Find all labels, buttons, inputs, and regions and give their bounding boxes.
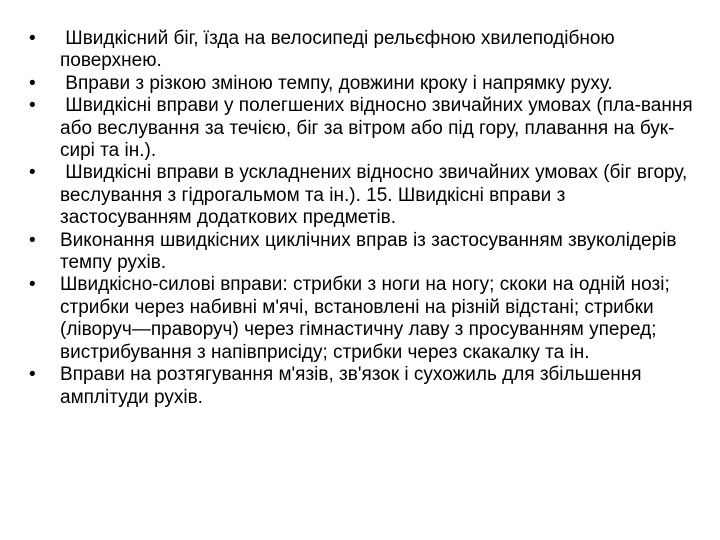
list-item bbox=[27, 230, 699, 275]
bullet-icon: • bbox=[29, 95, 36, 117]
list-item bbox=[27, 73, 699, 95]
list-item bbox=[27, 364, 699, 409]
list-item-text: Вправи на розтягування м'язів, зв'язок і сухожиль для збільшення амплітуди рухів. bbox=[60, 364, 647, 408]
bullet-icon: • bbox=[29, 162, 36, 184]
list-item-text: Вправи з різкою зміною темпу, довжини кроку і напрямку руху. bbox=[60, 72, 613, 94]
list-item-text: Виконання швидкісних циклічних вправ із застосуванням звуколідерів темпу рухів. bbox=[60, 229, 682, 274]
bullet-icon: • bbox=[29, 364, 36, 386]
list-item bbox=[27, 28, 699, 73]
bullet-list bbox=[27, 28, 699, 409]
list-item bbox=[27, 162, 699, 229]
bullet-icon: • bbox=[29, 274, 36, 296]
bullet-icon: • bbox=[29, 72, 36, 94]
list-item-text: Швидкісні вправи в ускладнених відносно звичайних умовах (біг вгору, веслування з гідрогальмом та ін.). 15. Швидкісні вправи з застосуванням додаткових предметів. bbox=[60, 162, 693, 229]
list-item bbox=[27, 274, 699, 364]
list-item-text: Швидкісно-силові вправи: стрибки з ноги на ногу; скоки на одній нозі; стрибки через набивні м'ячі, встановлені на різній відстані; стрибки (ліворуч—праворуч) через гімнастичну лаву з просуванням уперед; вистрибування з напівприсіду; стрибки через скакалку та ін. bbox=[60, 274, 676, 363]
bullet-icon: • bbox=[29, 229, 36, 251]
list-item-text: Швидкісний біг, їзда на велосипеді рельєфною хвилеподібною поверхнею. bbox=[60, 28, 620, 72]
bullet-icon: • bbox=[29, 28, 36, 49]
list-item bbox=[27, 95, 699, 162]
list-item-text: Швидкісні вправи у полегшених відносно звичайних умовах (пла-вання або веслування за течією, біг за вітром або під гору, плавання на бук-сирі та ін.). bbox=[60, 95, 698, 162]
